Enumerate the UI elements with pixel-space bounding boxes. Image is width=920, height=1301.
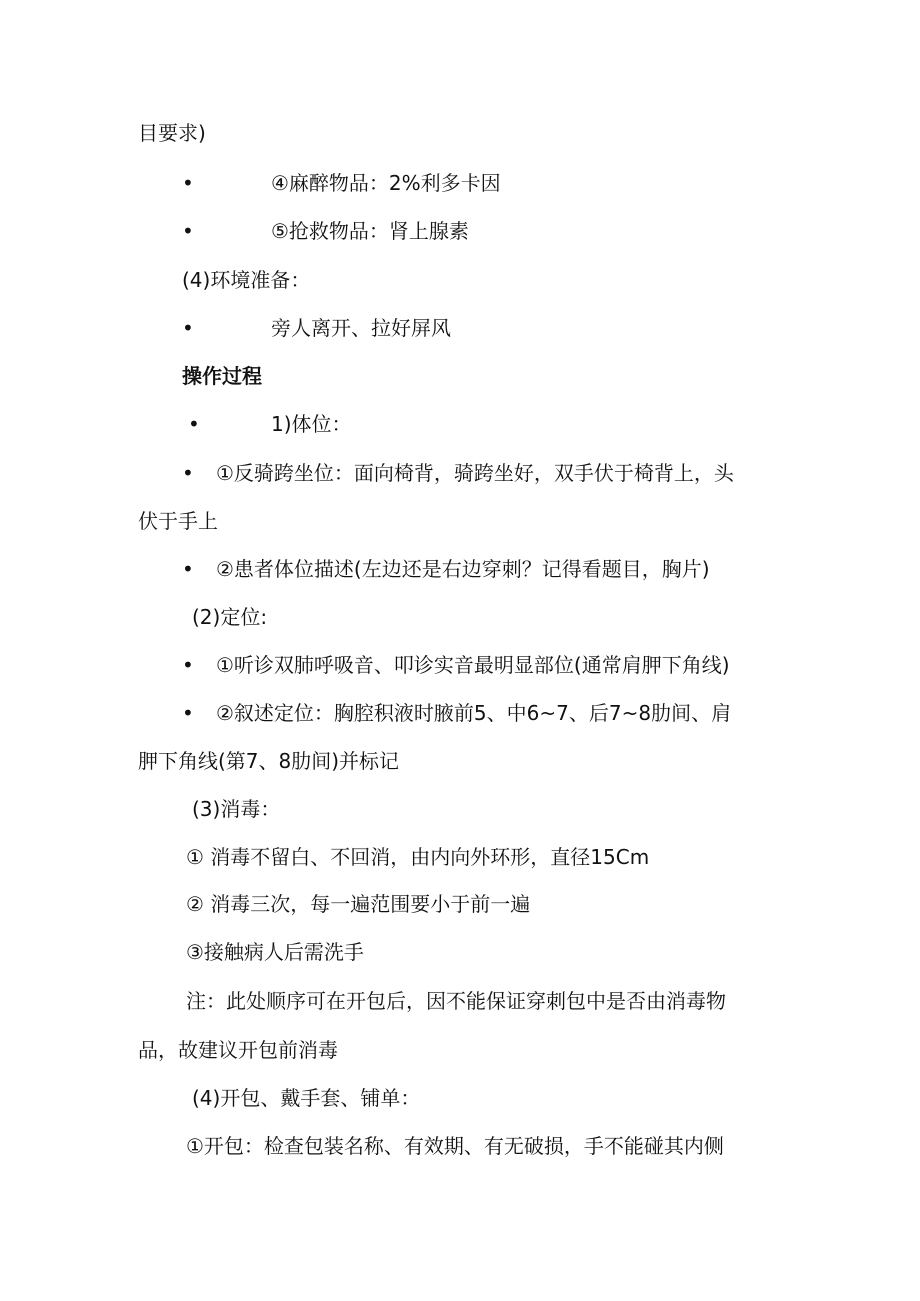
bullet-icon: • [182, 701, 194, 725]
subheading [0, 1081, 920, 1115]
line-text: (4)环境准备： [182, 268, 311, 292]
line-text: 旁人离开、拉好屏风 [271, 316, 451, 340]
line-text: ① 消毒不留白、不回消，由内向外环形，直径15Cm [186, 845, 650, 869]
line-text: ①开包：检查包装名称、有效期、有无破损，手不能碰其内侧 [186, 1134, 724, 1158]
text-line [0, 744, 920, 778]
line-text: ①听诊双肺呼吸音、叩诊实音最明显部位(通常肩胛下角线) [216, 653, 730, 677]
text-line [0, 935, 920, 969]
line-text: (4)开包、戴手套、铺单： [192, 1086, 421, 1110]
bullet-icon: • [182, 461, 194, 485]
text-line [0, 1033, 920, 1067]
subheading [0, 263, 920, 297]
bullet-item [0, 311, 920, 345]
text-line [0, 887, 920, 921]
text-line [0, 504, 920, 538]
line-text: 操作过程 [182, 364, 262, 388]
subheading [0, 600, 920, 634]
line-text: 目要求) [138, 121, 206, 145]
bullet-item [0, 166, 920, 200]
bullet-icon: • [182, 557, 194, 581]
section-heading [0, 359, 920, 393]
bullet-item [0, 407, 920, 441]
bullet-item [0, 696, 920, 730]
text-line [0, 840, 920, 874]
bullet-icon: • [182, 219, 194, 243]
bullet-icon: • [188, 412, 200, 436]
line-text: 品，故建议开包前消毒 [138, 1038, 338, 1062]
line-text: 胛下角线(第7、8肋间)并标记 [138, 749, 400, 773]
bullet-item [0, 552, 920, 586]
subheading [0, 792, 920, 826]
line-text: (2)定位: [192, 605, 268, 629]
bullet-item [0, 648, 920, 682]
line-text: ⑤抢救物品：肾上腺素 [271, 219, 469, 243]
note-line [0, 984, 920, 1018]
text-line [0, 1129, 920, 1163]
line-text: ②叙述定位：胸腔积液时腋前5、中6~7、后7~8肋间、肩 [216, 701, 732, 725]
line-text: ①反骑跨坐位：面向椅背，骑跨坐好，双手伏于椅背上，头 [216, 461, 734, 485]
line-text: ③接触病人后需洗手 [186, 940, 364, 964]
line-text: ④麻醉物品：2%利多卡因 [271, 171, 501, 195]
bullet-icon: • [182, 171, 194, 195]
line-text: (3)消毒： [192, 797, 281, 821]
text-line [0, 116, 920, 150]
line-text: 1)体位： [271, 412, 352, 436]
line-text: 伏于手上 [138, 509, 218, 533]
bullet-item [0, 456, 920, 490]
line-text: ②患者体位描述(左边还是右边穿刺？记得看题目，胸片) [216, 557, 710, 581]
line-text: 注：此处顺序可在开包后，因不能保证穿刺包中是否由消毒物 [186, 989, 726, 1013]
bullet-item [0, 214, 920, 248]
bullet-icon: • [182, 653, 194, 677]
bullet-icon: • [182, 316, 194, 340]
line-text: ② 消毒三次，每一遍范围要小于前一遍 [186, 892, 531, 916]
